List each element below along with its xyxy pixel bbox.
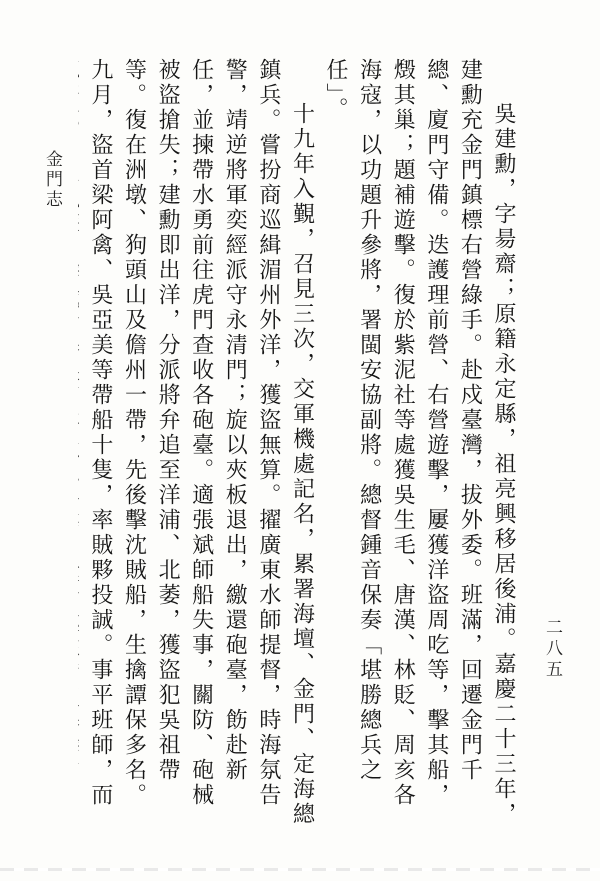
main-text-block — [78, 58, 520, 828]
paragraph-biography-intro: 吳建勳，字昜齋；原籍永定縣，祖亮興移居後浦。嘉慶二十三年，建勳充金門鎮標右營綠手。赴戍臺灣，拔外委。班滿，回遷金門千總、廈門守備。迭護理前營、右營遊擊，屢獲洋盜周吃等，擊其船，燬其巢；題補遊擊。復於紫泥社等處獲吳生毛、唐漢、林貶、周亥各海寇，以功題升參將，署閩安協副將。總督鍾音保奏「堪勝總兵之任」。 — [323, 58, 516, 827]
paragraph-biography-career: 十九年入覲，召見三次，交軍機處記名，累署海壇、金門、定海總鎮兵。嘗扮商巡緝湄州外洋，獲盜無算。擢廣東水師提督，時海氛告警，靖逆將軍奕經派守永清門；旋以夾板退出，繳還砲臺，飭赴新任，並揀帶水勇前往虎門查收各砲臺。適張斌師船失事，關防、砲械被盜搶失；建勳即出洋，分派將弁追至洋浦、北萎，獲盜犯吳祖帶等。復在洲墩、狗頭山及儋州一帶，先後擊沈賊船，生擒譚保多名。九月，盜首梁阿禽、吳亞美等帶船十隻，率賊夥投誠。事平班師，而 — [87, 58, 315, 827]
running-title: 金門志 — [42, 150, 62, 210]
page-number: 二八五 — [542, 618, 562, 681]
scan-bottom-edge — [0, 868, 600, 871]
